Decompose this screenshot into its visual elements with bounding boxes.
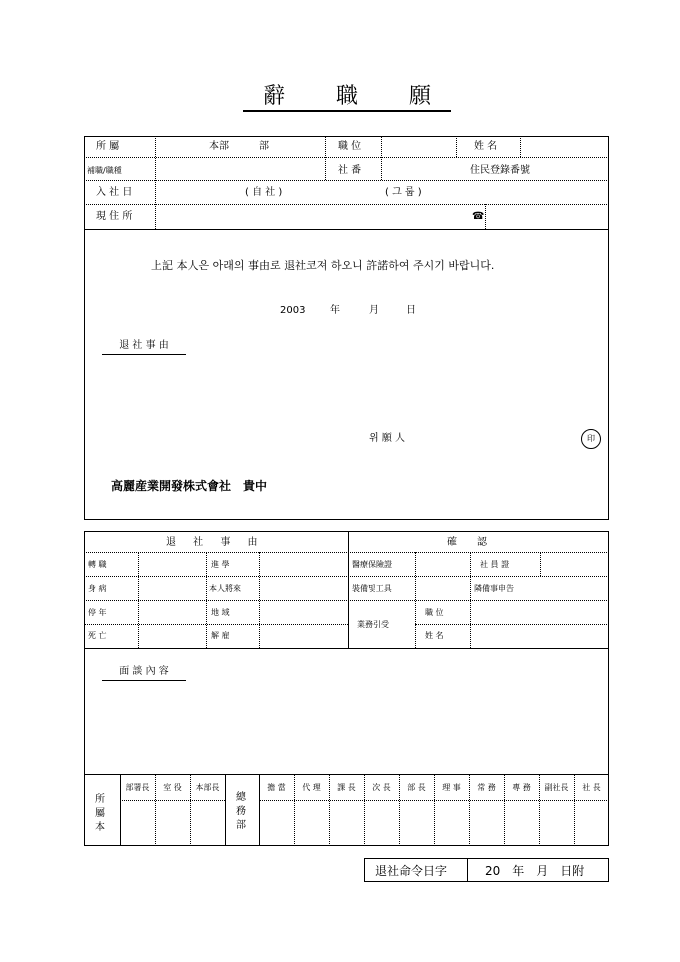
approval-column: 專 務 (512, 783, 531, 792)
handover-position-label: 職 位 (425, 608, 444, 617)
reason-item: 解 雇 (211, 631, 230, 640)
reason-item: 地 域 (211, 608, 230, 617)
upper-form (84, 136, 609, 520)
affiliation-label: 所 屬 (96, 141, 120, 152)
document-title (243, 84, 451, 112)
join-date-label: 入 社 日 (96, 187, 133, 198)
date-year: 2003 (280, 305, 306, 316)
title-char: 辭 (263, 84, 286, 109)
approval-column: 室 役 (163, 783, 182, 792)
approval-column: 常 務 (477, 783, 496, 792)
applicant-label: 위 願 人 (369, 433, 406, 444)
statement-text: 上記 本人은 아래의 事由로 退社코져 하오니 許諾하여 주시기 바랍니다. (151, 259, 495, 272)
general-approval-label: 部 (236, 820, 246, 831)
approval-column: 副社長 (544, 783, 569, 792)
insurance-label: 醫療保險證 (352, 560, 392, 569)
interview-label: 面 談 內 容 (102, 666, 186, 681)
handover-label: 業務引受 (357, 620, 389, 629)
date-month-unit: 月 (369, 305, 379, 316)
lower-form (84, 531, 609, 846)
date-year-unit: 年 (330, 305, 340, 316)
self-company-label: ( 自 社 ) (245, 187, 283, 198)
company-name: 高麗産業開發株式會社 貴中 (111, 479, 268, 493)
approval-column: 本部長 (195, 783, 220, 792)
title-char: 願 (408, 84, 431, 109)
reason-item: 身 病 (88, 584, 107, 593)
approval-column: 社 長 (582, 783, 601, 792)
approval-column: 次 長 (372, 783, 391, 792)
confirm-header: 確 認 (447, 537, 487, 548)
reason-item: 停 年 (88, 608, 107, 617)
reason-item: 本人將來 (209, 584, 241, 593)
approval-column: 代 理 (302, 783, 321, 792)
claim-label: 隣備事申告 (474, 584, 514, 593)
approval-column: 理 事 (442, 783, 461, 792)
retirement-order-value: 20 年 月 日附 (485, 864, 585, 878)
department-value: 本部 部 (209, 141, 269, 152)
reason-item: 轉 職 (88, 560, 107, 569)
reason-section-label: 退 社 事 由 (102, 340, 186, 355)
dept-approval-label: 所 (95, 794, 105, 805)
retirement-order-label: 退社命令日字 (375, 864, 448, 878)
general-approval-label: 總 (236, 792, 246, 803)
approval-column: 部 長 (407, 783, 426, 792)
address-label: 現 住 所 (96, 211, 133, 222)
seal-mark: 印 (581, 429, 601, 449)
phone-icon: ☎ (472, 211, 485, 222)
reason-item: 死 亡 (88, 631, 107, 640)
equipment-label: 裝備및工具 (352, 584, 392, 593)
reasons-header: 退 社 事 由 (166, 537, 258, 548)
group-label: ( 그 룹 ) (385, 187, 422, 198)
employee-id-label: 社 員 證 (480, 560, 510, 569)
approval-column: 擔 當 (267, 783, 286, 792)
general-approval-label: 務 (236, 806, 246, 817)
handover-name-label: 姓 名 (425, 631, 444, 640)
reason-item: 進 學 (211, 560, 230, 569)
approval-column: 課 長 (337, 783, 356, 792)
name-label: 姓 名 (474, 141, 498, 152)
resident-number-label: 住民登錄番號 (470, 165, 530, 176)
approval-column: 部署長 (125, 783, 150, 792)
dept-approval-label: 屬 (95, 808, 105, 819)
employee-number-label: 社 番 (338, 165, 362, 176)
title-char: 職 (335, 84, 358, 109)
job-label: 補職/職種 (87, 166, 122, 175)
dept-approval-label: 本 (95, 822, 105, 833)
date-day-unit: 日 (406, 305, 416, 316)
position-label: 職 位 (338, 141, 362, 152)
